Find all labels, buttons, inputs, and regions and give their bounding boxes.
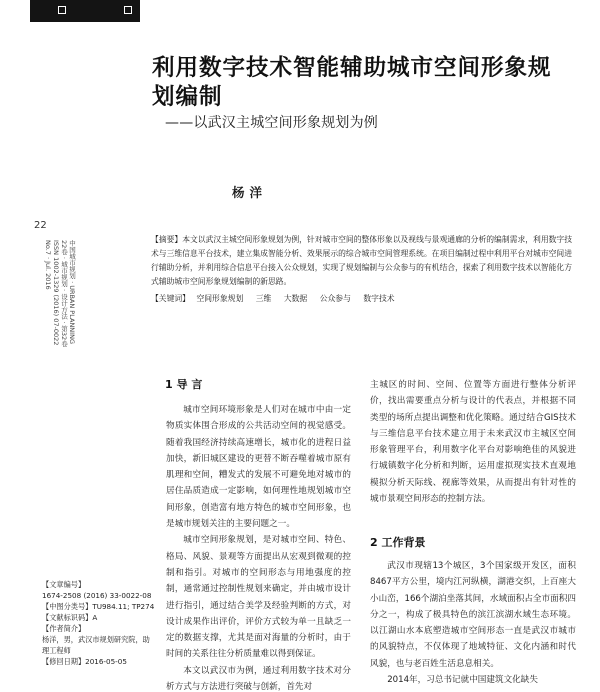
meta-line: 【文章编号】: [42, 580, 86, 589]
keywords-line: [151, 292, 579, 306]
abstract-text: 本文以武汉主城空间形象规划为例，针对城市空间的整体形象以及视线与景观通廊的分析的编制需求，利用数字技术与三维信息平台技术，建立集成智能分析、效果展示的综合城市空间管理系统。在项目编制过程中利用平台对城市空间进行辅助分析，并利用综合信息平台接入公众规划，实现了规划编制与公众参与的有机结合，探索了利用数字技术以智能化方式辅助城市空间形象规划编制的新思路。: [151, 235, 573, 286]
journal-vertical-info: [38, 240, 76, 350]
meta-line: 【修回日期】2016-05-05: [42, 657, 127, 666]
paragraph: 本文以武汉市为例，通过利用数字技术对分析方式与方法进行突破与创新，首先对: [166, 665, 351, 692]
keywords-label: 【关键词】: [151, 294, 190, 303]
journal-info-line: No.7 · Jul. 2016: [44, 240, 52, 290]
intro-continued-column: [370, 377, 576, 507]
paragraph: 城市空间形象规划，是对城市空间、特色、格局、风貌、景观等方面提出从宏观到微观的控制和指引。对城市的空间形态与用地强度的控制，通常通过控制性规划来确定，并由城市设计进行指引，通过结合美学及经验判断的方式，对设计成果作出评价，评价方式较为单一且缺乏一定的数据支撑，尤其是面对海量的分析时，由于时间的关系往往分析质量难以得到保证。: [166, 535, 351, 660]
article-subtitle: ——以武汉主城空间形象规划为例: [165, 115, 378, 131]
square-mark: [124, 6, 132, 14]
abstract-label: 【摘要】: [151, 235, 183, 244]
keyword: 公众参与: [319, 294, 351, 303]
page-number: 22: [34, 220, 47, 231]
meta-line: 【中图分类号】TU984.11; TP274: [42, 602, 154, 611]
author-name: 杨洋: [232, 185, 268, 200]
article-title: 利用数字技术智能辅助城市空间形象规划编制: [152, 55, 552, 110]
journal-header-block: [30, 0, 140, 22]
paragraph: 主城区的时间、空间、位置等方面进行整体分析评价，找出需要重点分析与设计的代表点，并根据不同类型的场所点提出调整和优化策略。通过结合GIS技术与三维信息平台技术建立用于未来武汉市主城区空间形象管理平台，利用数字化平台对影响绝佳的风貌进行城镇数字化分析和判断，运用虚拟现实技术直观地模拟分析天际线、视廊等效果，从而提出有针对性的城市景观空间形态的控制方法。: [370, 380, 576, 505]
meta-line: 【作者简介】: [42, 624, 86, 633]
meta-line: 1674-2508 (2016) 33-0022-08: [42, 591, 152, 600]
keyword: 空间形象规划: [196, 294, 244, 303]
abstract-block: [151, 233, 579, 306]
journal-info-line: 22卷 · 城市规划 · 设计方法 · 第32卷: [60, 240, 68, 347]
keyword: 大数据: [283, 294, 308, 303]
section-heading-background: 2 工作背景: [370, 536, 426, 549]
meta-line: 理工程师: [42, 646, 71, 655]
paragraph: 城市空间环境形象是人们对在城市中由一定物质实体围合形成的公共活动空间的视觉感受。随着我国经济持续高速增长，城市化的进程日益加快，新旧城区建设的更替不断吞噬着城市原有肌理和空间，糟发式的发展不可避免地对城市的居住品质造成一定影响，如何理性地规划城市空间形象，创造富有地方特色的城市空间形象，也是城市规划关注的主要问题之一。: [166, 405, 351, 530]
article-metadata: [42, 579, 154, 667]
journal-info-line: ISSN 1002-1329 (2016) 07-0022: [52, 240, 60, 346]
intro-column: [166, 402, 351, 692]
square-mark: [58, 6, 66, 14]
section-heading-intro: 1 导 言: [165, 378, 203, 391]
journal-info-line: 中国城市规划 · URBAN PLANNING: [68, 240, 76, 344]
paragraph: 武汉市现辖13个城区，3个国家级开发区，面积8467平方公里，境内江河纵横，湖港交织，上百座大小山峦，166个湖泊坐落其间，水域面积占全市面积四分之一，构成了极具特色的滨江滨湖水域生态环境。以江湖山水本底塑造城市空间形态一直是武汉市城市的风貌特点，不仅体现了地域特征、文化内涵和时代风貌，也与老百姓生活息息相关。: [370, 561, 576, 669]
background-column: [370, 558, 576, 688]
keyword: 数字技术: [363, 294, 395, 303]
meta-line: 杨洋，男，武汉市规划研究院，助: [42, 635, 150, 644]
paragraph: 2014年，习总书记就中国建筑文化缺失: [387, 675, 538, 686]
keyword: 三维: [255, 294, 272, 303]
meta-line: 【文献标识码】A: [42, 613, 98, 622]
